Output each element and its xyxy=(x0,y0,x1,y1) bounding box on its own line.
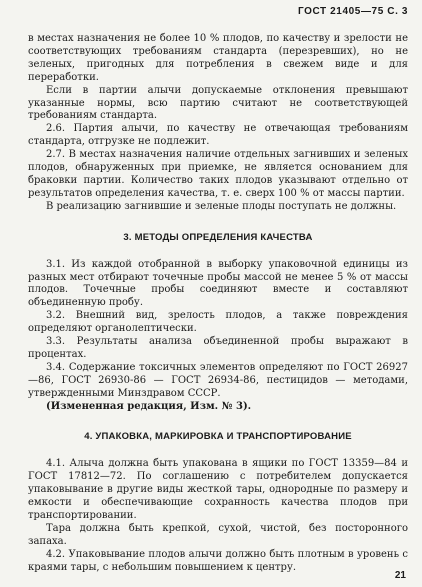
paragraph: Тара должна быть крепкой, сухой, чистой, без посторонного запаха. xyxy=(28,522,408,547)
paragraph: В реализацию загнившие и зеленые плоды поступать не должны. xyxy=(46,200,397,212)
document-body xyxy=(28,33,408,575)
section-heading: 3. МЕТОДЫ ОПРЕДЕЛЕНИЯ КАЧЕСТВА xyxy=(123,231,313,243)
paragraph: 2.6. Партия алычи, по качеству не отвечающая требованиям стандарта, отгрузке не подлежит. xyxy=(28,123,408,148)
paragraph: 3.1. Из каждой отобранной в выборку упаковочной единицы из разных мест отбирают точечные пробы массой не менее 5 % от массы плодов. Точечные пробы соединяют вместе и составляют объединенную пробу. xyxy=(28,258,408,309)
paragraph: 3.4. Содержание токсичных элементов определяют по ГОСТ 26927—86, ГОСТ 26930-86 — ГОСТ 26934-86, пестицидов — методами, утвержденными Минздравом СССР. xyxy=(28,361,408,399)
paragraph: 2.7. В местах назначения наличие отдельных загнивших и зеленых плодов, обнаруженных при приемке, не является основанием для браковки партии. Количество таких плодов указывают отдельно от результатов определения качества, т. е. сверх 100 % от массы партии. xyxy=(28,149,408,199)
paragraph: в местах назначения не более 10 % плодов, по качеству и зрелости не соответствующих требованиям стандарта (перезревших), но не зеленых, пригодных для потребления в свежем виде и для переработки. xyxy=(28,33,408,83)
page-number: 21 xyxy=(394,570,406,581)
paragraph: 4.2. Упаковывание плодов алычи должно быть плотным в уровень с краями тары, с небольшим повышением к центру. xyxy=(28,548,408,573)
section-heading: 4. УПАКОВКА, МАРКИРОВКА И ТРАНСПОРТИРОВАНИЕ xyxy=(84,431,352,443)
paragraph: 3.3. Результаты анализа объединенной пробы выражают в процентах. xyxy=(28,336,408,360)
paragraph: 4.1. Алыча должна быть упакована в ящики по ГОСТ 13359—84 и ГОСТ 17812—72. По соглашению с потребителем допускается упаковывание в другие виды жесткой тары, однородные по размеру и емкости и обеспечивающие сохранность качества плодов при транспортировании. xyxy=(28,458,408,521)
paragraph: 3.2. Внешний вид, зрелость плодов, а также повреждения определяют органолептически. xyxy=(28,310,408,335)
amendment-note: (Измененная редакция, Изм. № 3). xyxy=(46,400,252,412)
paragraph: Если в партии алычи допускаемые отклонения превышают указанные нормы, всю партию считают не соответствующей требованиям стандарта. xyxy=(28,84,408,122)
standard-header: ГОСТ 21405—75 С. 3 xyxy=(297,6,408,17)
